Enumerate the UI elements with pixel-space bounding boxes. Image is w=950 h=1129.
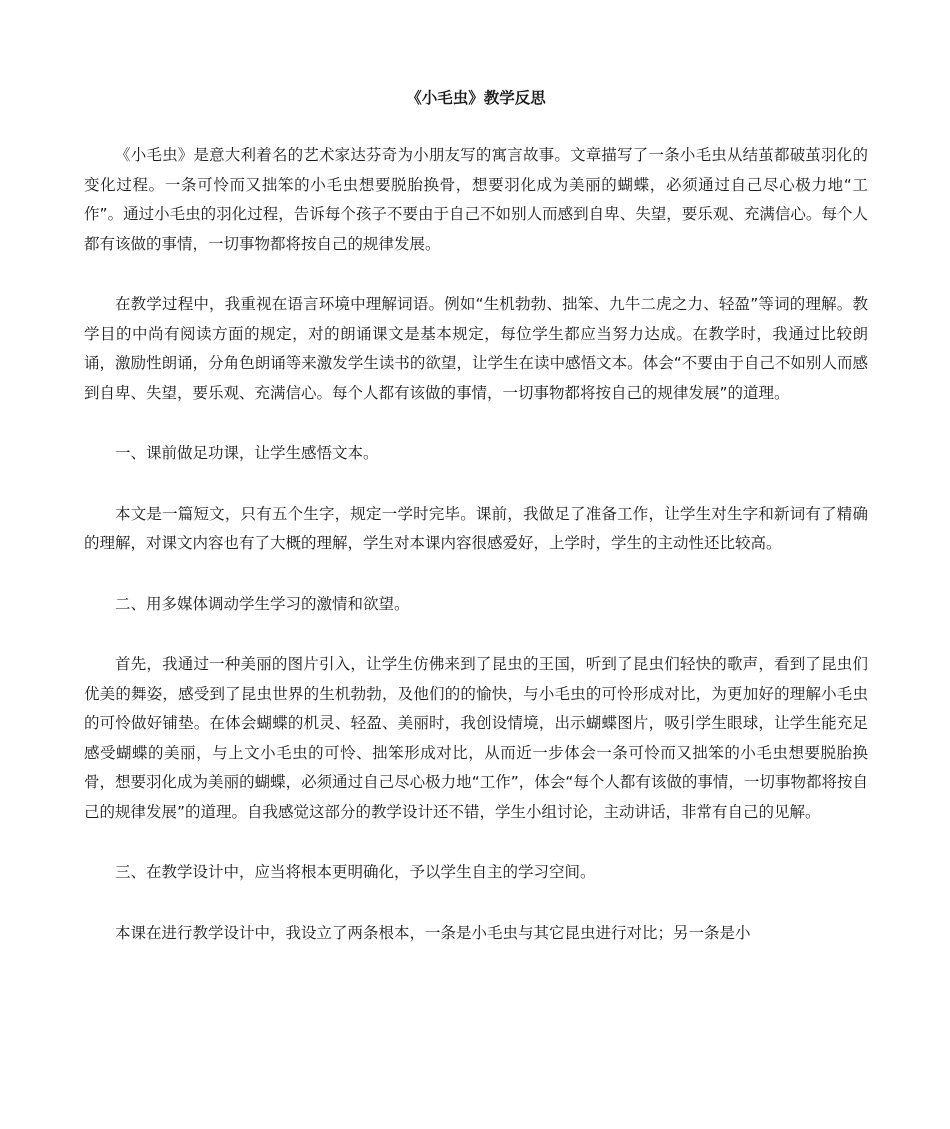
paragraph-preparation: 本文是一篇短文，只有五个生字，规定一学时完毕。课前，我做足了准备工作，让学生对生字和新词有了精确的理解，对课文内容也有了大概的理解，学生对本课内容很感爱好，上学时，学生的主动性还比较高。 — [84, 504, 868, 552]
section-heading-3: 三、在教学设计中，应当将根本更明确化，予以学生自主的学习空间。 — [115, 863, 596, 881]
section-heading-2: 二、用多媒体调动学生学习的激情和欲望。 — [115, 594, 410, 613]
paragraph-multimedia: 首先，我通过一种美丽的图片引入，让学生仿佛来到了昆虫的王国，听到了昆虫们轻快的歌声，看到了昆虫们优美的舞姿，感受到了昆虫世界的生机勃勃，及他们的的愉快，与小毛虫的可怜形成对比，为更加好的理解小毛虫的可怜做好铺垫。在体会蝴蝶的机灵、轻盈、美丽时，我创设情境，出示蝴蝶图片，吸引学生眼球，让学生能充足感受蝴蝶的美丽，与上文小毛虫的可怜、拙笨形成对比，从而近一步体会一条可怜而又拙笨的小毛虫想要脱胎换骨，想要羽化成为美丽的蝴蝶，必须通过自己尽心极力地“工作”，体会“每个人都有该做的事情，一切事物都将按自己的规律发展”的道理。自我感觉这部分的教学设计还不错，学生小组讨论，主动讲话，非常有自己的见解。 — [84, 655, 868, 821]
section-heading-1: 一、课前做足功课，让学生感悟文本。 — [115, 444, 379, 462]
paragraph-design: 本课在进行教学设计中，我设立了两条根本，一条是小毛虫与其它昆虫进行对比；另一条是小 — [115, 923, 751, 942]
paragraph-intro: 《小毛虫》是意大利着名的艺术家达芬奇为小朋友写的寓言故事。文章描写了一条小毛虫从结茧都破茧羽化的变化过程。一条可怜而又拙笨的小毛虫想要脱胎换骨，想要羽化成为美丽的蝴蝶，必须通过自己尽心极力地“工作”。通过小毛虫的羽化过程，告诉每个孩子不要由于自己不如别人而感到自卑、失望，要乐观、充满信心。每个人都有该做的事情，一切事物都将按自己的规律发展。 — [84, 146, 868, 253]
document-title: 《小毛虫》教学反思 — [406, 89, 546, 107]
paragraph-teaching-process: 在教学过程中，我重视在语言环境中理解词语。例如“生机勃勃、拙笨、九牛二虎之力、轻盈”等词的理解。教学目的中尚有阅读方面的规定，对的朗诵课文是基本规定，每位学生都应当努力达成。在教学时，我通过比较朗诵，激励性朗诵，分角色朗诵等来激发学生读书的欲望，让学生在读中感悟文本。体会“不要由于自己不如别人而感到自卑、失望，要乐观、充满信心。每个人都有该做的事情，一切事物都将按自己的规律发展”的道理。 — [84, 295, 868, 402]
